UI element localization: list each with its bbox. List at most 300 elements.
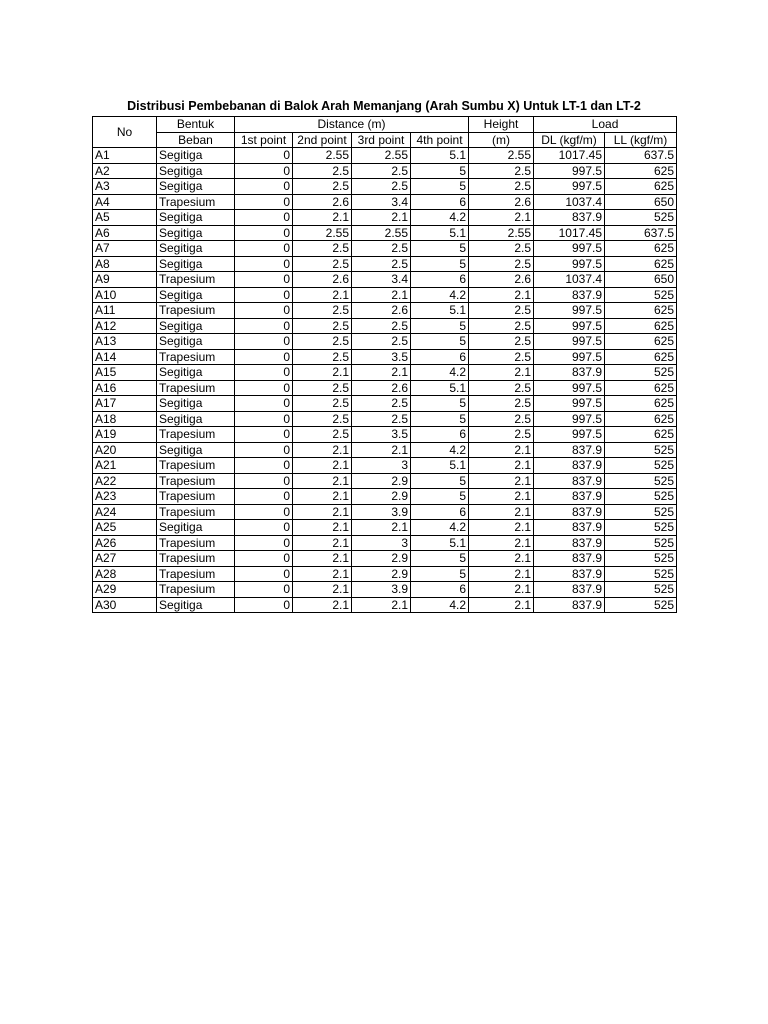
cell-1st-point: 0 — [235, 411, 293, 427]
cell-3rd-point: 2.5 — [352, 411, 411, 427]
table-row — [93, 365, 677, 381]
cell-height: 2.1 — [469, 210, 534, 226]
cell-3rd-point: 2.55 — [352, 148, 411, 164]
table-body — [93, 148, 677, 613]
cell-1st-point: 0 — [235, 380, 293, 396]
cell-2nd-point: 2.1 — [293, 504, 352, 520]
cell-ll: 525 — [605, 442, 677, 458]
cell-3rd-point: 3 — [352, 458, 411, 474]
header-bentuk-line1: Bentuk — [157, 117, 235, 133]
cell-dl: 837.9 — [534, 504, 605, 520]
cell-height: 2.1 — [469, 365, 534, 381]
cell-3rd-point: 2.5 — [352, 241, 411, 257]
table-row — [93, 241, 677, 257]
cell-3rd-point: 2.9 — [352, 551, 411, 567]
table-row — [93, 520, 677, 536]
cell-2nd-point: 2.5 — [293, 396, 352, 412]
cell-3rd-point: 2.9 — [352, 473, 411, 489]
cell-4th-point: 5 — [411, 473, 469, 489]
cell-no: A14 — [93, 349, 157, 365]
cell-3rd-point: 2.1 — [352, 597, 411, 613]
table-row — [93, 179, 677, 195]
cell-ll: 625 — [605, 179, 677, 195]
cell-1st-point: 0 — [235, 504, 293, 520]
cell-4th-point: 5.1 — [411, 458, 469, 474]
cell-height: 2.1 — [469, 458, 534, 474]
cell-dl: 997.5 — [534, 303, 605, 319]
cell-ll: 637.5 — [605, 225, 677, 241]
cell-3rd-point: 2.5 — [352, 179, 411, 195]
cell-1st-point: 0 — [235, 396, 293, 412]
cell-bentuk: Segitiga — [157, 597, 235, 613]
page-title: Distribusi Pembebanan di Balok Arah Memanjang (Arah Sumbu X) Untuk LT-1 dan LT-2 — [127, 99, 641, 113]
cell-no: A28 — [93, 566, 157, 582]
cell-no: A17 — [93, 396, 157, 412]
cell-height: 2.1 — [469, 520, 534, 536]
cell-3rd-point: 3.4 — [352, 194, 411, 210]
cell-2nd-point: 2.1 — [293, 551, 352, 567]
cell-ll: 525 — [605, 365, 677, 381]
cell-no: A4 — [93, 194, 157, 210]
cell-bentuk: Segitiga — [157, 442, 235, 458]
cell-no: A8 — [93, 256, 157, 272]
cell-3rd-point: 3.9 — [352, 582, 411, 598]
header-ll: LL (kgf/m) — [605, 132, 677, 148]
cell-bentuk: Segitiga — [157, 210, 235, 226]
cell-height: 2.5 — [469, 380, 534, 396]
cell-dl: 997.5 — [534, 256, 605, 272]
cell-height: 2.55 — [469, 225, 534, 241]
cell-ll: 650 — [605, 272, 677, 288]
cell-height: 2.1 — [469, 473, 534, 489]
cell-no: A29 — [93, 582, 157, 598]
cell-2nd-point: 2.55 — [293, 148, 352, 164]
cell-3rd-point: 2.6 — [352, 380, 411, 396]
cell-dl: 837.9 — [534, 520, 605, 536]
cell-bentuk: Segitiga — [157, 411, 235, 427]
table-row — [93, 442, 677, 458]
cell-dl: 837.9 — [534, 442, 605, 458]
cell-2nd-point: 2.1 — [293, 210, 352, 226]
cell-3rd-point: 2.1 — [352, 365, 411, 381]
cell-height: 2.5 — [469, 349, 534, 365]
cell-height: 2.5 — [469, 427, 534, 443]
cell-1st-point: 0 — [235, 365, 293, 381]
cell-no: A9 — [93, 272, 157, 288]
cell-height: 2.1 — [469, 504, 534, 520]
cell-2nd-point: 2.1 — [293, 473, 352, 489]
table-row — [93, 582, 677, 598]
cell-3rd-point: 2.1 — [352, 210, 411, 226]
cell-2nd-point: 2.1 — [293, 535, 352, 551]
cell-ll: 625 — [605, 303, 677, 319]
cell-2nd-point: 2.1 — [293, 442, 352, 458]
cell-2nd-point: 2.5 — [293, 303, 352, 319]
cell-dl: 997.5 — [534, 427, 605, 443]
cell-ll: 625 — [605, 334, 677, 350]
cell-dl: 837.9 — [534, 597, 605, 613]
cell-no: A5 — [93, 210, 157, 226]
cell-2nd-point: 2.5 — [293, 179, 352, 195]
header-row-2 — [93, 132, 677, 148]
cell-1st-point: 0 — [235, 241, 293, 257]
cell-2nd-point: 2.1 — [293, 365, 352, 381]
header-no: No — [93, 117, 157, 148]
cell-3rd-point: 2.55 — [352, 225, 411, 241]
cell-no: A7 — [93, 241, 157, 257]
table-row — [93, 566, 677, 582]
cell-4th-point: 5 — [411, 241, 469, 257]
cell-4th-point: 5.1 — [411, 303, 469, 319]
cell-dl: 1037.4 — [534, 194, 605, 210]
cell-bentuk: Trapesium — [157, 582, 235, 598]
cell-bentuk: Segitiga — [157, 396, 235, 412]
cell-bentuk: Trapesium — [157, 272, 235, 288]
cell-bentuk: Segitiga — [157, 520, 235, 536]
cell-1st-point: 0 — [235, 349, 293, 365]
cell-bentuk: Trapesium — [157, 380, 235, 396]
cell-1st-point: 0 — [235, 256, 293, 272]
table-row — [93, 225, 677, 241]
cell-ll: 625 — [605, 318, 677, 334]
header-bentuk-line2: Beban — [157, 132, 235, 148]
cell-4th-point: 5.1 — [411, 535, 469, 551]
cell-4th-point: 4.2 — [411, 365, 469, 381]
cell-2nd-point: 2.1 — [293, 582, 352, 598]
cell-1st-point: 0 — [235, 334, 293, 350]
cell-height: 2.6 — [469, 194, 534, 210]
cell-bentuk: Trapesium — [157, 349, 235, 365]
cell-bentuk: Trapesium — [157, 458, 235, 474]
header-2nd-point: 2nd point — [293, 132, 352, 148]
cell-1st-point: 0 — [235, 163, 293, 179]
cell-4th-point: 4.2 — [411, 597, 469, 613]
cell-ll: 525 — [605, 458, 677, 474]
cell-bentuk: Segitiga — [157, 179, 235, 195]
cell-3rd-point: 2.5 — [352, 396, 411, 412]
header-4th-point: 4th point — [411, 132, 469, 148]
cell-dl: 837.9 — [534, 458, 605, 474]
cell-height: 2.1 — [469, 551, 534, 567]
header-1st-point: 1st point — [235, 132, 293, 148]
cell-4th-point: 6 — [411, 582, 469, 598]
cell-ll: 525 — [605, 535, 677, 551]
cell-bentuk: Segitiga — [157, 241, 235, 257]
table-row — [93, 318, 677, 334]
cell-no: A16 — [93, 380, 157, 396]
header-height-line2: (m) — [469, 132, 534, 148]
table-header — [93, 117, 677, 148]
cell-1st-point: 0 — [235, 287, 293, 303]
cell-3rd-point: 2.5 — [352, 256, 411, 272]
cell-bentuk: Trapesium — [157, 489, 235, 505]
cell-1st-point: 0 — [235, 566, 293, 582]
cell-no: A12 — [93, 318, 157, 334]
cell-2nd-point: 2.1 — [293, 566, 352, 582]
cell-no: A27 — [93, 551, 157, 567]
cell-height: 2.1 — [469, 442, 534, 458]
cell-1st-point: 0 — [235, 179, 293, 195]
cell-4th-point: 5 — [411, 551, 469, 567]
cell-no: A20 — [93, 442, 157, 458]
cell-3rd-point: 2.1 — [352, 442, 411, 458]
cell-2nd-point: 2.55 — [293, 225, 352, 241]
cell-ll: 625 — [605, 256, 677, 272]
header-3rd-point: 3rd point — [352, 132, 411, 148]
cell-ll: 650 — [605, 194, 677, 210]
cell-bentuk: Trapesium — [157, 427, 235, 443]
cell-2nd-point: 2.5 — [293, 411, 352, 427]
cell-3rd-point: 3.5 — [352, 427, 411, 443]
table-row — [93, 303, 677, 319]
cell-4th-point: 6 — [411, 504, 469, 520]
cell-4th-point: 5.1 — [411, 225, 469, 241]
cell-bentuk: Segitiga — [157, 148, 235, 164]
cell-ll: 637.5 — [605, 148, 677, 164]
table-row — [93, 380, 677, 396]
cell-4th-point: 5 — [411, 318, 469, 334]
cell-ll: 525 — [605, 473, 677, 489]
cell-dl: 837.9 — [534, 473, 605, 489]
cell-1st-point: 0 — [235, 225, 293, 241]
cell-3rd-point: 2.5 — [352, 318, 411, 334]
cell-dl: 997.5 — [534, 179, 605, 195]
cell-2nd-point: 2.5 — [293, 334, 352, 350]
cell-4th-point: 5.1 — [411, 380, 469, 396]
cell-1st-point: 0 — [235, 473, 293, 489]
cell-2nd-point: 2.1 — [293, 520, 352, 536]
cell-no: A13 — [93, 334, 157, 350]
cell-1st-point: 0 — [235, 582, 293, 598]
header-dl: DL (kgf/m) — [534, 132, 605, 148]
table-row — [93, 349, 677, 365]
cell-dl: 997.5 — [534, 349, 605, 365]
cell-ll: 625 — [605, 427, 677, 443]
cell-1st-point: 0 — [235, 489, 293, 505]
table-row — [93, 148, 677, 164]
table-row — [93, 163, 677, 179]
cell-height: 2.55 — [469, 148, 534, 164]
cell-2nd-point: 2.5 — [293, 163, 352, 179]
cell-bentuk: Segitiga — [157, 225, 235, 241]
cell-no: A18 — [93, 411, 157, 427]
cell-1st-point: 0 — [235, 442, 293, 458]
cell-bentuk: Trapesium — [157, 551, 235, 567]
cell-3rd-point: 3.4 — [352, 272, 411, 288]
cell-no: A22 — [93, 473, 157, 489]
table-row — [93, 194, 677, 210]
cell-no: A15 — [93, 365, 157, 381]
cell-4th-point: 5 — [411, 256, 469, 272]
cell-1st-point: 0 — [235, 597, 293, 613]
cell-2nd-point: 2.5 — [293, 318, 352, 334]
cell-1st-point: 0 — [235, 551, 293, 567]
cell-dl: 997.5 — [534, 163, 605, 179]
table-row — [93, 551, 677, 567]
cell-2nd-point: 2.5 — [293, 427, 352, 443]
cell-2nd-point: 2.6 — [293, 272, 352, 288]
table-row — [93, 287, 677, 303]
cell-bentuk: Segitiga — [157, 287, 235, 303]
cell-height: 2.5 — [469, 318, 534, 334]
cell-height: 2.1 — [469, 597, 534, 613]
cell-4th-point: 5 — [411, 396, 469, 412]
cell-4th-point: 6 — [411, 272, 469, 288]
cell-height: 2.1 — [469, 535, 534, 551]
cell-dl: 997.5 — [534, 318, 605, 334]
table-row — [93, 458, 677, 474]
cell-1st-point: 0 — [235, 458, 293, 474]
cell-bentuk: Trapesium — [157, 473, 235, 489]
cell-height: 2.5 — [469, 303, 534, 319]
cell-no: A30 — [93, 597, 157, 613]
cell-4th-point: 6 — [411, 349, 469, 365]
table-row — [93, 256, 677, 272]
cell-ll: 625 — [605, 380, 677, 396]
cell-height: 2.5 — [469, 163, 534, 179]
cell-bentuk: Trapesium — [157, 303, 235, 319]
cell-ll: 625 — [605, 163, 677, 179]
cell-ll: 625 — [605, 411, 677, 427]
table-row — [93, 504, 677, 520]
cell-ll: 525 — [605, 287, 677, 303]
cell-height: 2.5 — [469, 256, 534, 272]
cell-3rd-point: 2.1 — [352, 287, 411, 303]
cell-no: A1 — [93, 148, 157, 164]
cell-2nd-point: 2.1 — [293, 597, 352, 613]
cell-4th-point: 5 — [411, 163, 469, 179]
cell-dl: 837.9 — [534, 582, 605, 598]
table-row — [93, 411, 677, 427]
cell-4th-point: 5 — [411, 411, 469, 427]
header-height-line1: Height — [469, 117, 534, 133]
cell-height: 2.1 — [469, 287, 534, 303]
cell-dl: 1017.45 — [534, 225, 605, 241]
cell-2nd-point: 2.1 — [293, 458, 352, 474]
cell-ll: 625 — [605, 396, 677, 412]
cell-dl: 837.9 — [534, 566, 605, 582]
cell-2nd-point: 2.5 — [293, 256, 352, 272]
cell-2nd-point: 2.1 — [293, 287, 352, 303]
cell-ll: 525 — [605, 520, 677, 536]
cell-ll: 525 — [605, 504, 677, 520]
cell-no: A21 — [93, 458, 157, 474]
cell-bentuk: Trapesium — [157, 194, 235, 210]
cell-height: 2.5 — [469, 241, 534, 257]
cell-height: 2.6 — [469, 272, 534, 288]
cell-2nd-point: 2.5 — [293, 349, 352, 365]
cell-3rd-point: 2.1 — [352, 520, 411, 536]
cell-4th-point: 6 — [411, 427, 469, 443]
cell-ll: 625 — [605, 241, 677, 257]
cell-no: A3 — [93, 179, 157, 195]
cell-ll: 525 — [605, 566, 677, 582]
cell-2nd-point: 2.1 — [293, 489, 352, 505]
cell-1st-point: 0 — [235, 194, 293, 210]
cell-3rd-point: 3.9 — [352, 504, 411, 520]
cell-ll: 525 — [605, 582, 677, 598]
cell-3rd-point: 2.5 — [352, 334, 411, 350]
cell-no: A11 — [93, 303, 157, 319]
cell-dl: 997.5 — [534, 241, 605, 257]
header-row-1 — [93, 117, 677, 133]
cell-height: 2.1 — [469, 566, 534, 582]
cell-4th-point: 5 — [411, 489, 469, 505]
cell-ll: 525 — [605, 551, 677, 567]
cell-4th-point: 5 — [411, 179, 469, 195]
cell-3rd-point: 2.9 — [352, 489, 411, 505]
cell-no: A23 — [93, 489, 157, 505]
table-row — [93, 334, 677, 350]
cell-4th-point: 4.2 — [411, 442, 469, 458]
cell-height: 2.1 — [469, 582, 534, 598]
cell-2nd-point: 2.6 — [293, 194, 352, 210]
cell-ll: 525 — [605, 597, 677, 613]
cell-dl: 837.9 — [534, 489, 605, 505]
cell-1st-point: 0 — [235, 535, 293, 551]
table-row — [93, 427, 677, 443]
cell-1st-point: 0 — [235, 520, 293, 536]
table-row — [93, 473, 677, 489]
cell-dl: 1037.4 — [534, 272, 605, 288]
header-distance: Distance (m) — [235, 117, 469, 133]
cell-bentuk: Segitiga — [157, 318, 235, 334]
cell-dl: 837.9 — [534, 551, 605, 567]
table-row — [93, 535, 677, 551]
cell-dl: 837.9 — [534, 365, 605, 381]
table-row — [93, 489, 677, 505]
cell-height: 2.5 — [469, 334, 534, 350]
table-row — [93, 210, 677, 226]
cell-2nd-point: 2.5 — [293, 241, 352, 257]
cell-dl: 997.5 — [534, 396, 605, 412]
cell-4th-point: 4.2 — [411, 210, 469, 226]
cell-1st-point: 0 — [235, 272, 293, 288]
cell-4th-point: 6 — [411, 194, 469, 210]
cell-dl: 997.5 — [534, 380, 605, 396]
cell-height: 2.5 — [469, 411, 534, 427]
cell-dl: 997.5 — [534, 411, 605, 427]
cell-3rd-point: 2.9 — [352, 566, 411, 582]
cell-3rd-point: 3 — [352, 535, 411, 551]
cell-3rd-point: 2.5 — [352, 163, 411, 179]
cell-no: A6 — [93, 225, 157, 241]
cell-1st-point: 0 — [235, 148, 293, 164]
cell-bentuk: Trapesium — [157, 566, 235, 582]
cell-dl: 1017.45 — [534, 148, 605, 164]
cell-dl: 837.9 — [534, 535, 605, 551]
cell-1st-point: 0 — [235, 427, 293, 443]
cell-no: A26 — [93, 535, 157, 551]
cell-1st-point: 0 — [235, 210, 293, 226]
cell-1st-point: 0 — [235, 303, 293, 319]
cell-3rd-point: 2.6 — [352, 303, 411, 319]
cell-4th-point: 5 — [411, 566, 469, 582]
header-load: Load — [534, 117, 677, 133]
cell-ll: 525 — [605, 210, 677, 226]
cell-no: A24 — [93, 504, 157, 520]
load-distribution-table — [92, 116, 677, 613]
cell-bentuk: Segitiga — [157, 163, 235, 179]
table-row — [93, 597, 677, 613]
cell-ll: 625 — [605, 349, 677, 365]
cell-4th-point: 4.2 — [411, 520, 469, 536]
cell-bentuk: Segitiga — [157, 334, 235, 350]
table-row — [93, 396, 677, 412]
cell-3rd-point: 3.5 — [352, 349, 411, 365]
cell-bentuk: Segitiga — [157, 256, 235, 272]
cell-no: A19 — [93, 427, 157, 443]
